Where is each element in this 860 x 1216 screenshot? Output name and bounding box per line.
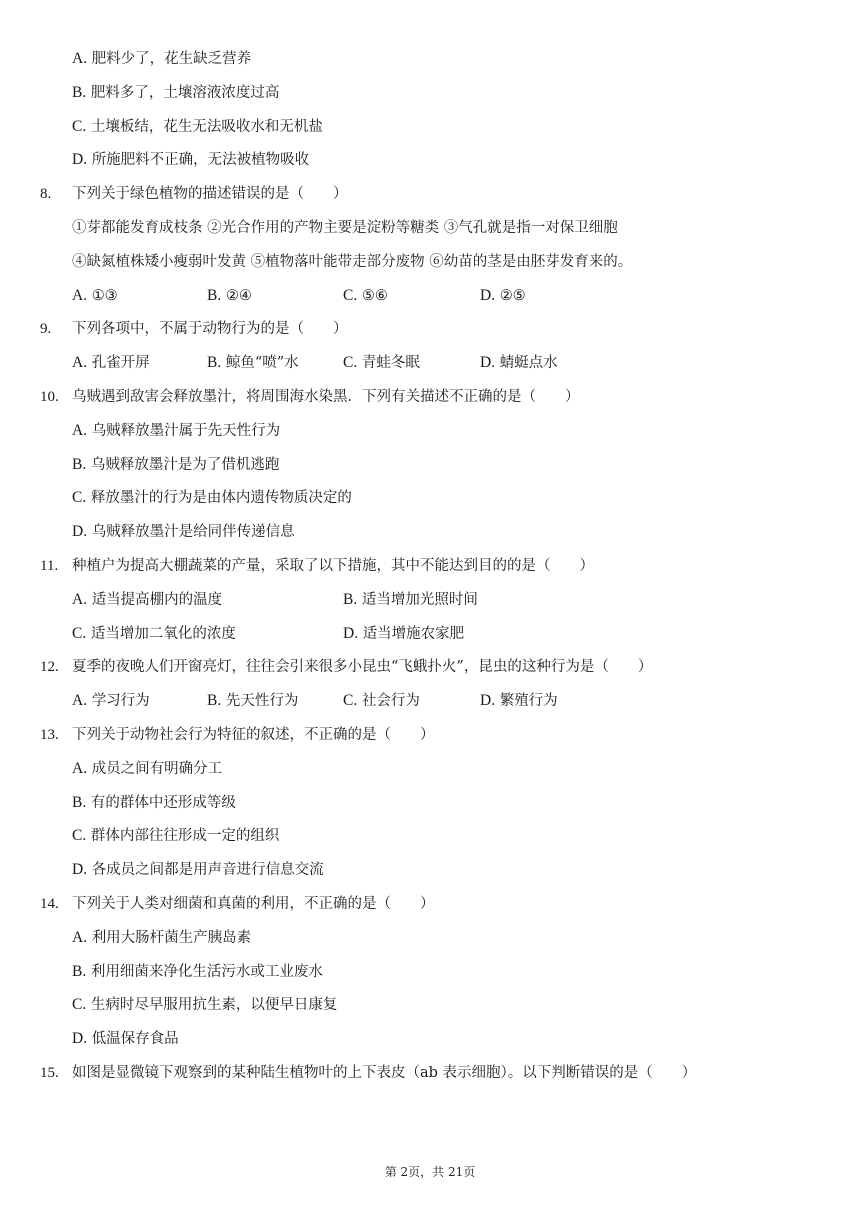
q11-option-a bbox=[72, 590, 222, 610]
question-stem: 种植户为提高大棚蔬菜的产量，采取了以下措施，其中不能达到目的的是（ ） bbox=[72, 558, 594, 574]
option-letter: D. bbox=[480, 692, 496, 709]
q7-option-d bbox=[72, 150, 309, 170]
option-text: 释放墨汁的行为是由体内遗传物质决定的 bbox=[90, 490, 352, 506]
option-text: 生病时尽早服用抗生素，以便早日康复 bbox=[90, 997, 338, 1013]
option-letter: A. bbox=[72, 422, 88, 439]
option-letter: D. bbox=[72, 861, 88, 878]
option-text: 先天性行为 bbox=[225, 693, 299, 709]
q14-option-c bbox=[72, 995, 337, 1015]
question-stem: 下列关于绿色植物的描述错误的是（ ） bbox=[72, 186, 348, 202]
question-stem: 下列各项中，不属于动物行为的是（ ） bbox=[72, 321, 348, 337]
option-text: 利用细菌来净化生活污水或工业废水 bbox=[90, 964, 323, 980]
q12-option-c bbox=[343, 691, 420, 711]
option-text: 繁殖行为 bbox=[499, 693, 558, 709]
question-stem: 乌贼遇到敌害会释放墨汁，将周围海水染黑．下列有关描述不正确的是（ ） bbox=[72, 389, 580, 405]
option-letter: A. bbox=[72, 287, 88, 304]
question-number: 14. bbox=[40, 896, 59, 912]
q8-option-d bbox=[480, 286, 526, 306]
q8-statements-line-1: ①芽都能发育成枝条 ②光合作用的产物主要是淀粉等糖类 ③气孔就是指一对保卫细胞 bbox=[72, 220, 618, 236]
option-letter: C. bbox=[72, 489, 87, 506]
q14-option-d bbox=[72, 1029, 179, 1049]
question-number: 12. bbox=[40, 659, 59, 675]
option-letter: A. bbox=[72, 591, 88, 608]
q9-option-d bbox=[480, 353, 558, 373]
option-text: ②⑤ bbox=[499, 288, 526, 304]
option-letter: B. bbox=[207, 287, 222, 304]
q10-option-b bbox=[72, 455, 279, 475]
q11-option-c bbox=[72, 624, 236, 644]
option-text: 低温保存食品 bbox=[91, 1031, 179, 1047]
option-letter: D. bbox=[480, 287, 496, 304]
option-letter: C. bbox=[72, 996, 87, 1013]
q7-option-a bbox=[72, 49, 251, 69]
option-letter: A. bbox=[72, 50, 88, 67]
option-letter: B. bbox=[207, 354, 222, 371]
question-number: 13. bbox=[40, 727, 59, 743]
option-letter: C. bbox=[72, 625, 87, 642]
option-text: 适当增加光照时间 bbox=[361, 592, 478, 608]
q13-option-c bbox=[72, 826, 279, 846]
option-text: 青蛙冬眠 bbox=[361, 355, 420, 371]
q11-option-d bbox=[343, 624, 464, 644]
option-letter: C. bbox=[343, 354, 358, 371]
q13-option-d bbox=[72, 860, 324, 880]
option-letter: A. bbox=[72, 354, 88, 371]
q10-option-c bbox=[72, 488, 352, 508]
option-letter: B. bbox=[72, 456, 87, 473]
option-text: 蜻蜓点水 bbox=[499, 355, 558, 371]
option-letter: A. bbox=[72, 760, 88, 777]
option-letter: D. bbox=[72, 1030, 88, 1047]
option-letter: D. bbox=[480, 354, 496, 371]
question-number: 15. bbox=[40, 1065, 59, 1081]
question-stem: 下列关于人类对细菌和真菌的利用，不正确的是（ ） bbox=[72, 896, 435, 912]
option-text: 所施肥料不正确，无法被植物吸收 bbox=[91, 152, 310, 168]
option-text: 乌贼释放墨汁是给同伴传递信息 bbox=[91, 524, 295, 540]
option-letter: B. bbox=[72, 84, 87, 101]
option-text: 孔雀开屏 bbox=[91, 355, 150, 371]
q10-option-a bbox=[72, 421, 280, 441]
q11-option-b bbox=[343, 590, 478, 610]
option-text: 乌贼释放墨汁属于先天性行为 bbox=[91, 423, 281, 439]
option-letter: C. bbox=[72, 827, 87, 844]
q8-option-b bbox=[207, 286, 252, 306]
option-letter: C. bbox=[343, 287, 358, 304]
q14-option-b bbox=[72, 962, 323, 982]
option-letter: A. bbox=[72, 929, 88, 946]
option-text: 成员之间有明确分工 bbox=[91, 761, 223, 777]
q12-option-a bbox=[72, 691, 150, 711]
option-text: ⑤⑥ bbox=[361, 288, 388, 304]
question-number: 11. bbox=[40, 558, 59, 574]
option-text: 学习行为 bbox=[91, 693, 150, 709]
q8-option-a bbox=[72, 286, 118, 306]
q12-option-b bbox=[207, 691, 298, 711]
question-number: 10. bbox=[40, 389, 59, 405]
q8-option-c bbox=[343, 286, 388, 306]
option-text: 肥料少了，花生缺乏营养 bbox=[91, 51, 252, 67]
question-number: 9. bbox=[40, 321, 52, 337]
option-text: ①③ bbox=[91, 288, 118, 304]
q8-statements-line-2: ④缺氮植株矮小瘦弱叶发黄 ⑤植物落叶能带走部分废物 ⑥幼苗的茎是由胚芽发育来的。 bbox=[72, 254, 633, 270]
option-text: 乌贼释放墨汁是为了借机逃跑 bbox=[90, 457, 280, 473]
q13-option-a bbox=[72, 759, 222, 779]
option-text: 适当提高棚内的温度 bbox=[91, 592, 223, 608]
q12-option-d bbox=[480, 691, 558, 711]
option-text: ②④ bbox=[225, 288, 252, 304]
q14-option-a bbox=[72, 928, 251, 948]
option-letter: C. bbox=[72, 118, 87, 135]
option-letter: B. bbox=[207, 692, 222, 709]
option-text: 利用大肠杆菌生产胰岛素 bbox=[91, 930, 252, 946]
question-stem: 夏季的夜晚人们开窗亮灯，往往会引来很多小昆虫“飞蛾扑火”，昆虫的这种行为是（ ） bbox=[72, 659, 653, 675]
option-letter: D. bbox=[343, 625, 359, 642]
q9-option-b bbox=[207, 353, 299, 373]
q7-option-c bbox=[72, 117, 323, 137]
option-text: 适当增加二氧化的浓度 bbox=[90, 626, 236, 642]
question-stem: 如图是显微镜下观察到的某种陆生植物叶的上下表皮（ab 表示细胞）。以下判断错误的是（ ） bbox=[72, 1065, 697, 1081]
option-letter: D. bbox=[72, 523, 88, 540]
option-text: 有的群体中还形成等级 bbox=[90, 795, 236, 811]
q7-option-b bbox=[72, 83, 279, 103]
option-text: 适当增施农家肥 bbox=[362, 626, 465, 642]
q10-option-d bbox=[72, 522, 295, 542]
option-letter: B. bbox=[72, 963, 87, 980]
option-letter: A. bbox=[72, 692, 88, 709]
option-text: 肥料多了，土壤溶液浓度过高 bbox=[90, 85, 280, 101]
question-number: 8. bbox=[40, 186, 52, 202]
option-text: 各成员之间都是用声音进行信息交流 bbox=[91, 862, 324, 878]
option-letter: B. bbox=[343, 591, 358, 608]
option-letter: C. bbox=[343, 692, 358, 709]
option-text: 社会行为 bbox=[361, 693, 420, 709]
question-stem: 下列关于动物社会行为特征的叙述，不正确的是（ ） bbox=[72, 727, 435, 743]
q9-option-a bbox=[72, 353, 150, 373]
q13-option-b bbox=[72, 793, 236, 813]
option-text: 土壤板结，花生无法吸收水和无机盐 bbox=[90, 119, 323, 135]
q9-option-c bbox=[343, 353, 420, 373]
page-footer: 第 2页，共 21页 bbox=[384, 1165, 476, 1179]
option-text: 群体内部往往形成一定的组织 bbox=[90, 828, 280, 844]
option-text: 鲸鱼“喷”水 bbox=[225, 355, 299, 371]
option-letter: B. bbox=[72, 794, 87, 811]
option-letter: D. bbox=[72, 151, 88, 168]
